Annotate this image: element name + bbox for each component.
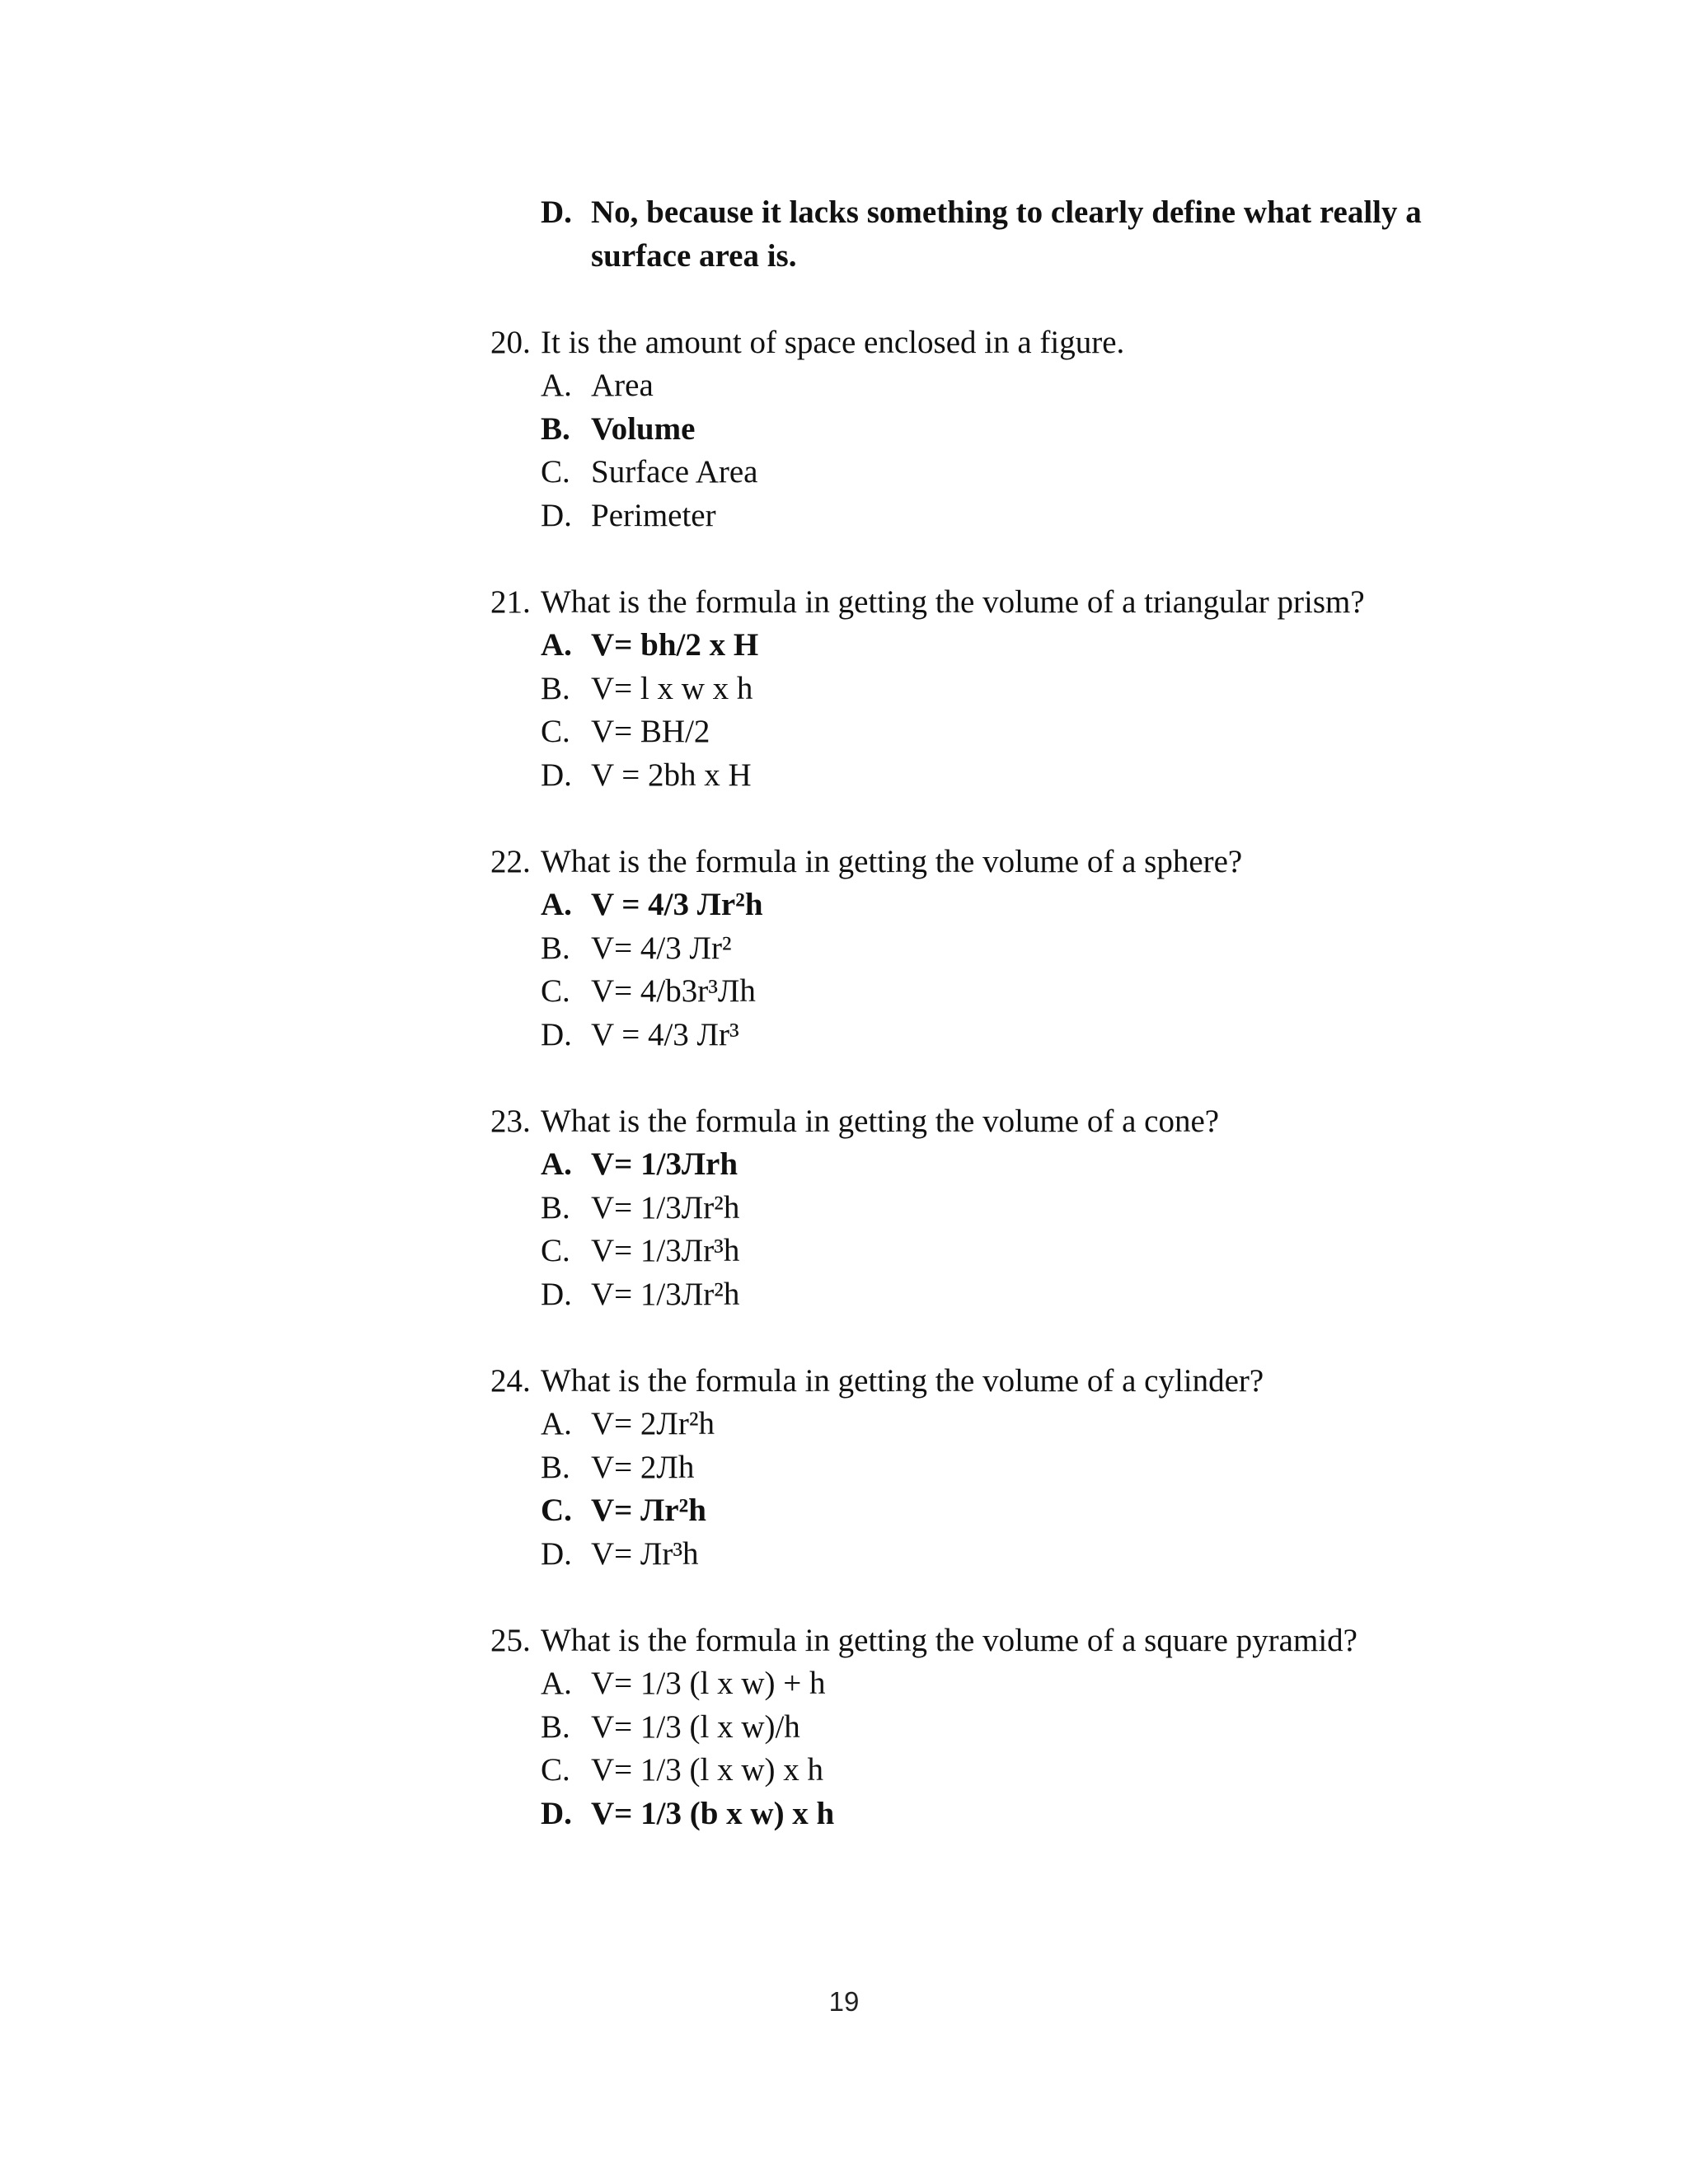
question-25 <box>490 1619 1447 1663</box>
option-text: Volume <box>591 410 696 447</box>
option-text: V= 4/3 Лr² <box>591 930 732 966</box>
q23-option-d <box>490 1273 1447 1317</box>
option-text: V= bh/2 x H <box>591 627 759 663</box>
q21-option-c <box>490 710 1447 754</box>
option-label: A. <box>541 887 572 922</box>
option-label: D. <box>541 757 572 793</box>
question-number: 20. <box>490 324 531 360</box>
option-text: V = 4/3 Лr³ <box>591 1016 739 1052</box>
option-label: B. <box>541 1708 570 1745</box>
question-list <box>490 191 1447 1835</box>
option-label: B. <box>541 410 570 447</box>
q24-option-a <box>490 1403 1447 1446</box>
option-label: D. <box>541 1016 572 1052</box>
question-number: 25. <box>490 1622 531 1658</box>
option-label: C. <box>541 714 570 749</box>
q24-option-b <box>490 1446 1447 1490</box>
q20-option-a <box>490 364 1447 408</box>
question-text: What is the formula in getting the volume of a sphere? <box>541 843 1243 879</box>
option-text: V= 1/3Лrh <box>591 1146 738 1182</box>
option-text: No, because it lacks something to clearly define what really a <box>591 194 1422 230</box>
page-number: 19 <box>828 1986 860 2017</box>
question-23 <box>490 1100 1447 1144</box>
option-label: B. <box>541 1189 570 1226</box>
q25-option-d <box>490 1793 1447 1836</box>
option-text: V= Лr³h <box>591 1535 699 1572</box>
option-label: A. <box>541 1146 572 1182</box>
option-text: V= 1/3Лr²h <box>591 1276 740 1312</box>
q23-option-b <box>490 1187 1447 1230</box>
q21-option-b <box>490 668 1447 711</box>
option-text: V = 2bh x H <box>591 757 752 793</box>
q20-option-d <box>490 494 1447 538</box>
question-text: What is the formula in getting the volume of a triangular prism? <box>541 583 1365 620</box>
question-number: 21. <box>490 583 531 620</box>
question-20 <box>490 321 1447 365</box>
option-text: V= 2Лr²h <box>591 1406 715 1441</box>
q25-option-c <box>490 1749 1447 1793</box>
question-number: 22. <box>490 843 531 879</box>
q22-option-c <box>490 970 1447 1014</box>
q21-option-d <box>490 754 1447 798</box>
option-label: C. <box>541 1493 572 1528</box>
option-label: B. <box>541 930 570 966</box>
option-text: V = 4/3 Лr²h <box>591 887 763 922</box>
question-22 <box>490 841 1447 884</box>
option-label: A. <box>541 1406 572 1441</box>
q22-option-b <box>490 927 1447 971</box>
option-label: C. <box>541 973 570 1009</box>
question-text: What is the formula in getting the volume of a square pyramid? <box>541 1622 1357 1658</box>
question-text: What is the formula in getting the volume of a cylinder? <box>541 1362 1264 1399</box>
option-label: D. <box>541 1535 572 1572</box>
q23-option-c <box>490 1230 1447 1273</box>
q19-option-d-continued: surface area is. <box>591 237 797 274</box>
option-label: D. <box>541 1795 572 1831</box>
option-text: V= 1/3 (l x w) x h <box>591 1752 823 1788</box>
question-number: 23. <box>490 1103 531 1139</box>
q20-option-b <box>490 408 1447 452</box>
option-label: B. <box>541 1449 570 1485</box>
q24-option-d <box>490 1533 1447 1577</box>
question-number: 24. <box>490 1362 531 1399</box>
option-label: A. <box>541 1666 572 1701</box>
q25-option-b <box>490 1706 1447 1750</box>
option-text: V= 1/3 (b x w) x h <box>591 1795 835 1831</box>
option-text: V= 1/3 (l x w) + h <box>591 1666 826 1701</box>
option-text: V= 1/3Лr³h <box>591 1233 740 1268</box>
option-label: A. <box>541 368 572 403</box>
option-text: V= 1/3 (l x w)/h <box>591 1708 800 1745</box>
q25-option-a <box>490 1662 1447 1706</box>
option-text: V= l x w x h <box>591 670 753 706</box>
option-label: D. <box>541 497 572 533</box>
q20-option-c <box>490 451 1447 494</box>
option-text: Perimeter <box>591 497 716 533</box>
option-text: V= BH/2 <box>591 714 710 749</box>
question-21 <box>490 581 1447 625</box>
option-label: A. <box>541 627 572 663</box>
option-text: V= 2Лh <box>591 1449 695 1485</box>
question-24 <box>490 1360 1447 1404</box>
option-text: Surface Area <box>591 454 758 490</box>
q22-option-d <box>490 1014 1447 1057</box>
q19-option-d <box>490 191 1447 235</box>
option-label: C. <box>541 1233 570 1268</box>
option-text: Area <box>591 368 654 403</box>
option-label: C. <box>541 1752 570 1788</box>
q24-option-c <box>490 1489 1447 1533</box>
option-label: C. <box>541 454 570 490</box>
option-label: B. <box>541 670 570 706</box>
option-label: D. <box>541 194 572 230</box>
question-text: What is the formula in getting the volume of a cone? <box>541 1103 1220 1139</box>
q23-option-a <box>490 1143 1447 1187</box>
option-text: V= Лr²h <box>591 1493 706 1528</box>
option-text: V= 1/3Лr²h <box>591 1189 740 1226</box>
question-text: It is the amount of space enclosed in a figure. <box>541 324 1125 360</box>
option-label: D. <box>541 1276 572 1312</box>
q22-option-a <box>490 883 1447 927</box>
option-text: V= 4/b3r³Лh <box>591 973 756 1009</box>
q21-option-a <box>490 624 1447 668</box>
